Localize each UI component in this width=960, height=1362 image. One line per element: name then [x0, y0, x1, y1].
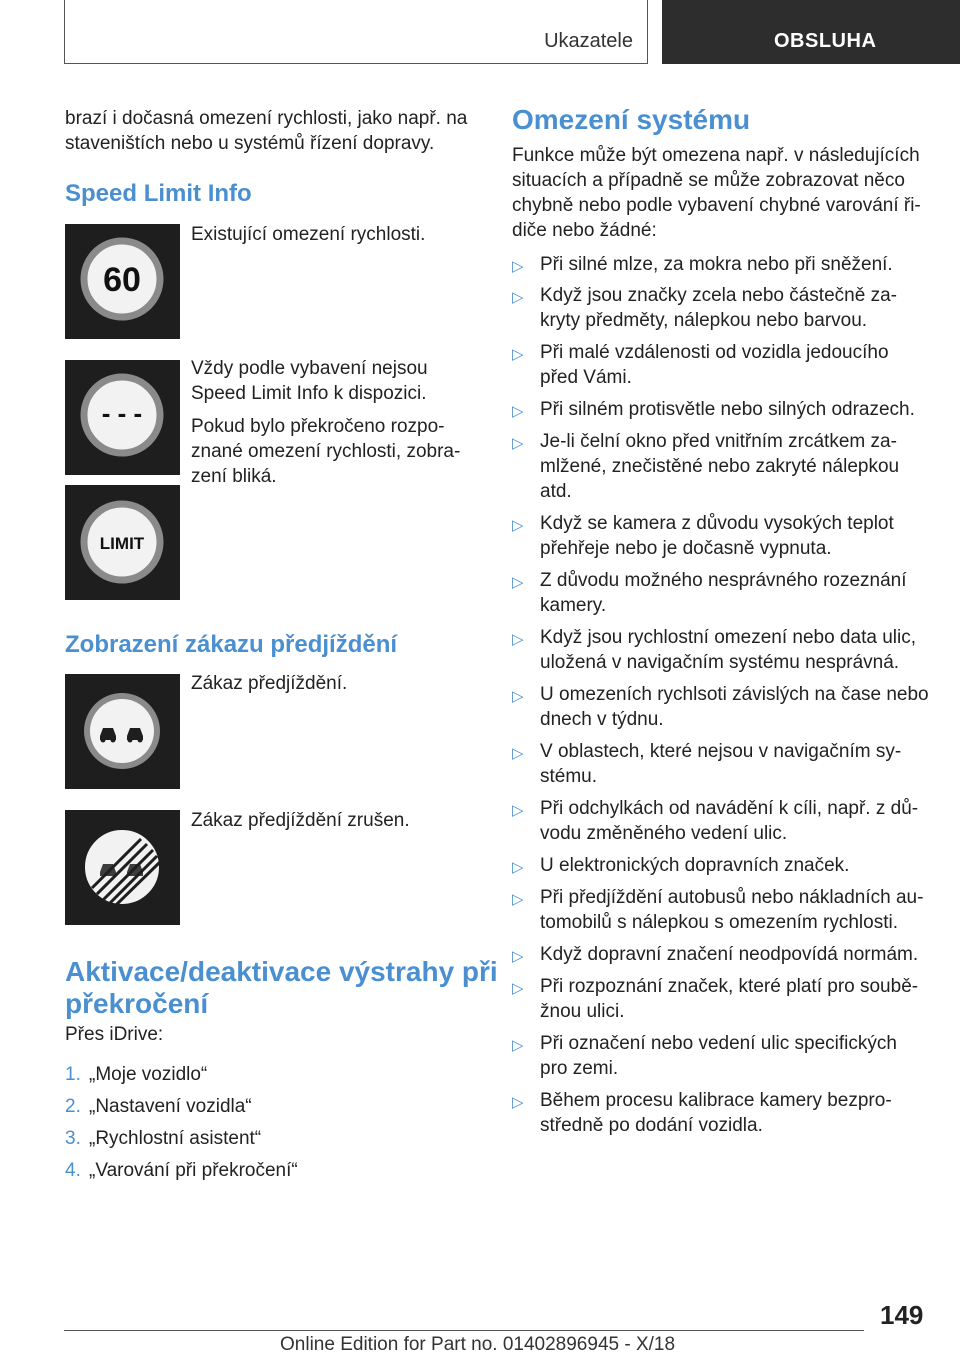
step-number: 1.: [65, 1064, 81, 1085]
limits-list-item-line: Když se kamera z důvodu vysokých teplot: [540, 513, 894, 534]
limits-list-item-line: Během procesu kalibrace kamery bezpro-: [540, 1090, 892, 1111]
limits-list-item-line: vodu změněného vedení ulic.: [540, 823, 788, 844]
limits-list-item-line: přehřeje nebo je dočasně vypnuta.: [540, 538, 832, 559]
limits-list-item-line: mlžené, znečistěné nebo zakryté nálepkou: [540, 456, 900, 477]
bullet-triangle-icon: ▷: [512, 346, 524, 363]
limits-list-item-line: uložená v navigačním systému nesprávná.: [540, 652, 900, 673]
bullet-triangle-icon: ▷: [512, 802, 524, 819]
bullet-triangle-icon: ▷: [512, 891, 524, 908]
bullet-triangle-icon: ▷: [512, 435, 524, 452]
bullet-triangle-icon: ▷: [512, 948, 524, 965]
bullet-triangle-icon: ▷: [512, 631, 524, 648]
limits-list-item-line: Z důvodu možného nesprávného rozeznání: [540, 570, 907, 591]
limits-list-item-line: před Vámi.: [540, 367, 632, 388]
header-chapter-title: OBSLUHA: [774, 30, 877, 52]
limits-list-item-line: Při odchylkách od navádění k cíli, např. z dů-: [540, 798, 919, 819]
bullet-triangle-icon: ▷: [512, 859, 524, 876]
limits-list-item-text: [540, 1088, 932, 1138]
bullet-triangle-icon: ▷: [512, 1037, 524, 1054]
limits-intro-3: chybně nebo podle vybavení chybné varování ři-: [512, 195, 921, 216]
step-number: 4.: [65, 1160, 81, 1181]
bullet-triangle-icon: ▷: [512, 289, 524, 306]
header-section-title: Ukazatele: [544, 30, 633, 52]
footer-divider: [64, 1330, 864, 1331]
limits-list-item-text: [540, 252, 932, 277]
limits-list-item-line: Při silném protisvětle nebo silných odrazech.: [540, 399, 915, 420]
limits-list-item-text: [540, 974, 932, 1024]
limit-sign-image: [65, 485, 180, 600]
bullet-triangle-icon: ▷: [512, 980, 524, 997]
step-text: „Rychlostní asistent“: [89, 1128, 262, 1149]
limits-list-item-text: [540, 397, 932, 422]
limits-list-item-line: žnou ulici.: [540, 1001, 625, 1022]
overtake-heading: Zobrazení zákazu předjíždění: [65, 631, 398, 658]
limits-list-item-text: [540, 682, 932, 732]
intro-line-1: brazí i dočasná omezení rychlosti, jako např. na: [65, 108, 468, 129]
limits-list-item-text: [540, 340, 932, 390]
limits-intro-4: diče nebo žádné:: [512, 220, 657, 241]
bullet-triangle-icon: ▷: [512, 517, 524, 534]
overtake-ban-lifted-text: Zákaz předjíždění zrušen.: [191, 810, 410, 831]
limits-list-item-line: stému.: [540, 766, 598, 787]
existing-limit-text: Existující omezení rychlosti.: [191, 224, 426, 245]
page-number: 149: [880, 1300, 924, 1330]
unavailable-line-2: Speed Limit Info k dispozici.: [191, 383, 427, 404]
limits-list-item-text: [540, 885, 932, 935]
limits-list-item-line: pro zemi.: [540, 1058, 619, 1079]
limits-list-item-line: atd.: [540, 481, 572, 502]
limits-list-item-text: [540, 739, 932, 789]
step-item: [65, 1064, 207, 1086]
limits-list-item-line: středně po dodání vozidla.: [540, 1115, 763, 1136]
via-idrive-text: Přes iDrive:: [65, 1024, 164, 1045]
limits-list-item-line: U omezeních rychlsoti závislých na čase nebo: [540, 684, 929, 705]
activation-heading-line-1: Aktivace/deaktivace výstrahy při: [65, 956, 498, 987]
limits-list-item-line: Při rozpoznání značek, které platí pro soubě-: [540, 976, 919, 997]
step-text: „Nastavení vozidla“: [89, 1096, 252, 1117]
step-item: [65, 1160, 298, 1182]
speed-sign-value: 60: [103, 261, 141, 299]
limits-list-item-text: [540, 568, 932, 618]
overtake-ban-text: Zákaz předjíždění.: [191, 673, 348, 694]
overtaking-ban-lifted-image: [65, 810, 180, 925]
bullet-triangle-icon: ▷: [512, 258, 524, 275]
step-item: [65, 1096, 252, 1118]
limits-list-item-line: kamery.: [540, 595, 607, 616]
limits-list-item-line: Když jsou rychlostní omezení nebo data ulic,: [540, 627, 916, 648]
no-limit-info-image: [65, 360, 180, 475]
step-text: „Moje vozidlo“: [89, 1064, 208, 1085]
speed-limit-info-heading: Speed Limit Info: [65, 180, 252, 207]
exceeded-line-3: zení bliká.: [191, 466, 277, 487]
limits-list-item-line: tomobilů s nálepkou s omezením rychlosti.: [540, 912, 898, 933]
limits-list-item-text: [540, 796, 932, 846]
limits-list-item-text: [540, 283, 932, 333]
limits-list-item-text: [540, 853, 932, 878]
no-sign-text: - - -: [101, 398, 143, 428]
limits-list-item-line: kryty předměty, nálepkou nebo barvou.: [540, 310, 868, 331]
activation-heading-line-2: překročení: [65, 988, 209, 1019]
speed-limit-60-image: [65, 224, 180, 339]
limits-list-item-line: V oblastech, které nejsou v navigačním sy-: [540, 741, 902, 762]
limits-list-item-text: [540, 1031, 932, 1081]
limits-list-item-line: Když jsou značky zcela nebo částečně za-: [540, 285, 897, 306]
footer-edition: Online Edition for Part no. 01402896945 - X/18: [280, 1334, 676, 1355]
limits-list-item-text: [540, 511, 932, 561]
limits-list-item-text: [540, 625, 932, 675]
bullet-triangle-icon: ▷: [512, 688, 524, 705]
limits-list-item-line: U elektronických dopravních značek.: [540, 855, 850, 876]
limits-list-item-line: Při silné mlze, za mokra nebo při sněžení.: [540, 254, 893, 275]
bullet-triangle-icon: ▷: [512, 403, 524, 420]
limits-list-item-line: dnech v týdnu.: [540, 709, 664, 730]
limits-intro-1: Funkce může být omezena např. v následujících: [512, 145, 920, 166]
limits-list-item-line: Při předjíždění autobusů nebo nákladních au-: [540, 887, 924, 908]
header-section-box: [64, 0, 648, 64]
step-text: „Varování při překročení“: [89, 1160, 298, 1181]
unavailable-line-1: Vždy podle vybavení nejsou: [191, 358, 428, 379]
exceeded-line-2: znané omezení rychlosti, zobra-: [191, 441, 461, 462]
step-number: 3.: [65, 1128, 81, 1149]
limits-list-item-line: Při označení nebo vedení ulic specifických: [540, 1033, 897, 1054]
intro-line-2: staveništích nebo u systémů řízení dopravy.: [65, 133, 435, 154]
bullet-triangle-icon: ▷: [512, 574, 524, 591]
limit-sign-text: LIMIT: [99, 534, 145, 553]
limits-list-item-line: Při malé vzdálenosti od vozidla jedoucího: [540, 342, 889, 363]
limits-list-item-text: [540, 429, 932, 504]
limits-list-item-line: Když dopravní značení neodpovídá normám.: [540, 944, 919, 965]
bullet-triangle-icon: ▷: [512, 1094, 524, 1111]
limits-list-item-text: [540, 942, 932, 967]
bullet-triangle-icon: ▷: [512, 745, 524, 762]
limits-list-item-line: Je-li čelní okno před vnitřním zrcátkem za-: [540, 431, 897, 452]
limits-intro-2: situacích a případně se může zobrazovat něco: [512, 170, 905, 191]
system-limits-heading: Omezení systému: [512, 104, 751, 135]
step-number: 2.: [65, 1096, 81, 1117]
overtaking-ban-image: [65, 674, 180, 789]
exceeded-line-1: Pokud bylo překročeno rozpo-: [191, 416, 445, 437]
step-item: [65, 1128, 261, 1150]
header-chapter-tab: [662, 0, 960, 64]
